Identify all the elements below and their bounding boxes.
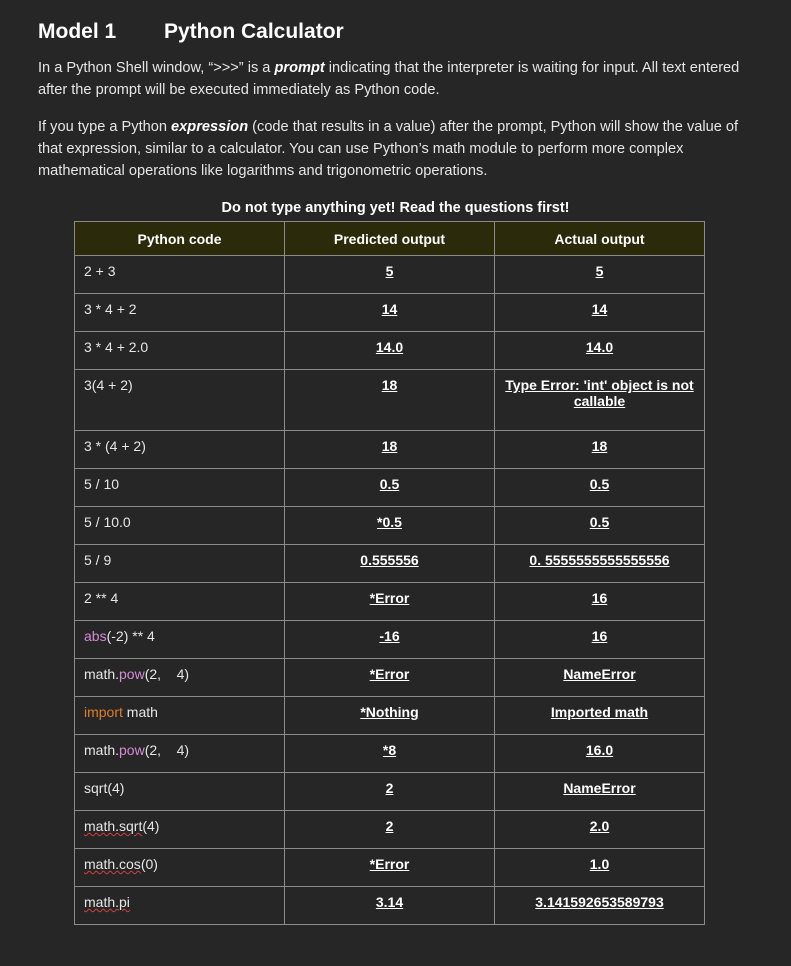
code-cell: 5 / 10.0 — [75, 507, 285, 545]
predicted-output-cell — [285, 735, 495, 773]
actual-output-value: 16 — [591, 590, 608, 606]
predicted-output-cell — [285, 887, 495, 925]
actual-output-cell — [495, 256, 705, 294]
predicted-output-value: 14.0 — [375, 339, 404, 355]
actual-output-cell — [495, 545, 705, 583]
actual-output-value: 16.0 — [585, 742, 614, 758]
predicted-output-cell — [285, 583, 495, 621]
intro-paragraph-2 — [38, 116, 753, 182]
table-header-row — [75, 222, 705, 256]
actual-output-value: 18 — [591, 438, 608, 454]
actual-output-cell — [495, 621, 705, 659]
predicted-output-cell — [285, 773, 495, 811]
code-cell — [75, 621, 285, 659]
actual-output-value: NameError — [563, 666, 636, 682]
intro-text: (code that results in a value) after the prompt, Python will show the value of that expression, similar to a calculator. You can use Python’s math module to perform more complex mathematical operations like logarithms and trigonometric operations. — [38, 119, 739, 179]
predicted-output-value: *Error — [369, 856, 410, 872]
code-cell: 2 ** 4 — [75, 583, 285, 621]
table-row — [75, 659, 705, 697]
code-spellcheck-text: math.sqrt — [84, 818, 143, 834]
actual-output-value: 0.5 — [589, 476, 610, 492]
predicted-output-value: 2 — [385, 818, 394, 834]
code-cell — [75, 659, 285, 697]
code-function: pow — [119, 742, 145, 758]
predicted-output-value: *0.5 — [377, 514, 402, 530]
header-predicted-output: Predicted output — [285, 222, 495, 256]
predicted-output-cell — [285, 294, 495, 332]
code-prefix: math. — [84, 666, 120, 682]
actual-output-value: 16 — [591, 628, 608, 644]
predicted-output-cell — [285, 431, 495, 469]
code-cell: 3 * 4 + 2 — [75, 294, 285, 332]
actual-output-value: 14.0 — [585, 339, 614, 355]
calculator-table — [74, 221, 705, 925]
table-row — [75, 294, 705, 332]
actual-output-cell — [495, 887, 705, 925]
predicted-output-value: 18 — [381, 377, 398, 393]
actual-output-value: 14 — [591, 301, 608, 317]
intro-text: In a Python Shell window, “>>>” is a — [38, 60, 275, 76]
predicted-output-value: *Error — [369, 590, 410, 606]
code-cell — [75, 697, 285, 735]
table-row — [75, 431, 705, 469]
table-row — [75, 256, 705, 294]
predicted-output-value: 0.555556 — [360, 552, 419, 568]
intro-emphasis: prompt — [274, 60, 325, 76]
predicted-output-cell — [285, 811, 495, 849]
predicted-output-value: 14 — [381, 301, 398, 317]
code-cell — [75, 811, 285, 849]
predicted-output-cell — [285, 332, 495, 370]
predicted-output-cell — [285, 507, 495, 545]
code-keyword: import — [84, 704, 123, 720]
table-row — [75, 507, 705, 545]
predicted-output-value: 2 — [385, 780, 394, 796]
intro-emphasis: expression — [171, 119, 249, 135]
actual-output-value: 0.5 — [589, 514, 610, 530]
actual-output-cell — [495, 294, 705, 332]
code-cell: 5 / 9 — [75, 545, 285, 583]
actual-output-cell — [495, 431, 705, 469]
predicted-output-cell — [285, 256, 495, 294]
code-rest: (4) — [142, 818, 160, 834]
table-row — [75, 469, 705, 507]
actual-output-cell — [495, 811, 705, 849]
actual-output-value: 1.0 — [589, 856, 610, 872]
code-cell: 3 * 4 + 2.0 — [75, 332, 285, 370]
code-rest: (0) — [140, 856, 158, 872]
code-rest: (-2) ** 4 — [106, 628, 155, 644]
code-cell: 5 / 10 — [75, 469, 285, 507]
predicted-output-cell — [285, 849, 495, 887]
table-row — [75, 545, 705, 583]
code-cell — [75, 849, 285, 887]
code-prefix: math. — [84, 742, 120, 758]
code-function: abs — [84, 628, 107, 644]
code-cell: 2 + 3 — [75, 256, 285, 294]
table-row — [75, 773, 705, 811]
actual-output-cell — [495, 583, 705, 621]
actual-output-value: 0. 5555555555555556 — [529, 552, 670, 568]
header-python-code: Python code — [75, 222, 285, 256]
predicted-output-value: *Error — [369, 666, 410, 682]
predicted-output-value: 3.14 — [375, 894, 404, 910]
actual-output-value: Imported math — [550, 704, 649, 720]
actual-output-cell — [495, 370, 705, 431]
table-row — [75, 735, 705, 773]
header-actual-output: Actual output — [495, 222, 705, 256]
table-row — [75, 583, 705, 621]
code-function: pow — [119, 666, 145, 682]
code-spellcheck-text: math.pi — [84, 894, 130, 910]
predicted-output-value: 5 — [385, 263, 394, 279]
predicted-output-value: 18 — [381, 438, 398, 454]
code-cell: sqrt(4) — [75, 773, 285, 811]
table-caption: Do not type anything yet! Read the questions first! — [221, 200, 570, 216]
actual-output-cell — [495, 697, 705, 735]
actual-output-value: 3.141592653589793 — [535, 894, 664, 910]
model-label: Model 1 — [38, 20, 117, 43]
intro-text: indicating that the interpreter is waiting for input. All text entered after the prompt will be executed immediately as Python code. — [38, 60, 740, 98]
table-row — [75, 887, 705, 925]
predicted-output-value: *Nothing — [360, 704, 419, 720]
title-label: Python Calculator — [164, 20, 344, 43]
actual-output-cell — [495, 469, 705, 507]
actual-output-cell — [495, 735, 705, 773]
actual-output-cell — [495, 332, 705, 370]
code-cell: 3 * (4 + 2) — [75, 431, 285, 469]
actual-output-cell — [495, 849, 705, 887]
predicted-output-cell — [285, 370, 495, 431]
table-row — [75, 811, 705, 849]
actual-output-value: NameError — [563, 780, 636, 796]
predicted-output-cell — [285, 659, 495, 697]
code-rest: (2, 4) — [144, 666, 190, 682]
code-spellcheck-text: math.cos — [84, 856, 141, 872]
table-row — [75, 370, 705, 431]
intro-text: If you type a Python — [38, 119, 172, 135]
predicted-output-value: *8 — [382, 742, 397, 758]
actual-output-value: 5 — [595, 263, 604, 279]
page-title — [38, 20, 344, 44]
actual-output-cell — [495, 773, 705, 811]
intro-paragraph-1 — [38, 57, 753, 101]
actual-output-value: 2.0 — [589, 818, 610, 834]
code-cell — [75, 735, 285, 773]
table-row — [75, 621, 705, 659]
code-cell: 3(4 + 2) — [75, 370, 285, 431]
code-rest: (2, 4) — [144, 742, 190, 758]
table-body — [75, 256, 705, 925]
predicted-output-cell — [285, 469, 495, 507]
predicted-output-cell — [285, 697, 495, 735]
predicted-output-cell — [285, 621, 495, 659]
table-row — [75, 697, 705, 735]
table-row — [75, 849, 705, 887]
code-rest: math — [122, 704, 158, 720]
code-cell — [75, 887, 285, 925]
predicted-output-value: 0.5 — [379, 476, 400, 492]
predicted-output-cell — [285, 545, 495, 583]
predicted-output-value: -16 — [379, 628, 400, 644]
actual-output-cell — [495, 507, 705, 545]
actual-output-cell — [495, 659, 705, 697]
actual-output-value: Type Error: 'int' object is not callable — [505, 377, 694, 409]
table-row — [75, 332, 705, 370]
